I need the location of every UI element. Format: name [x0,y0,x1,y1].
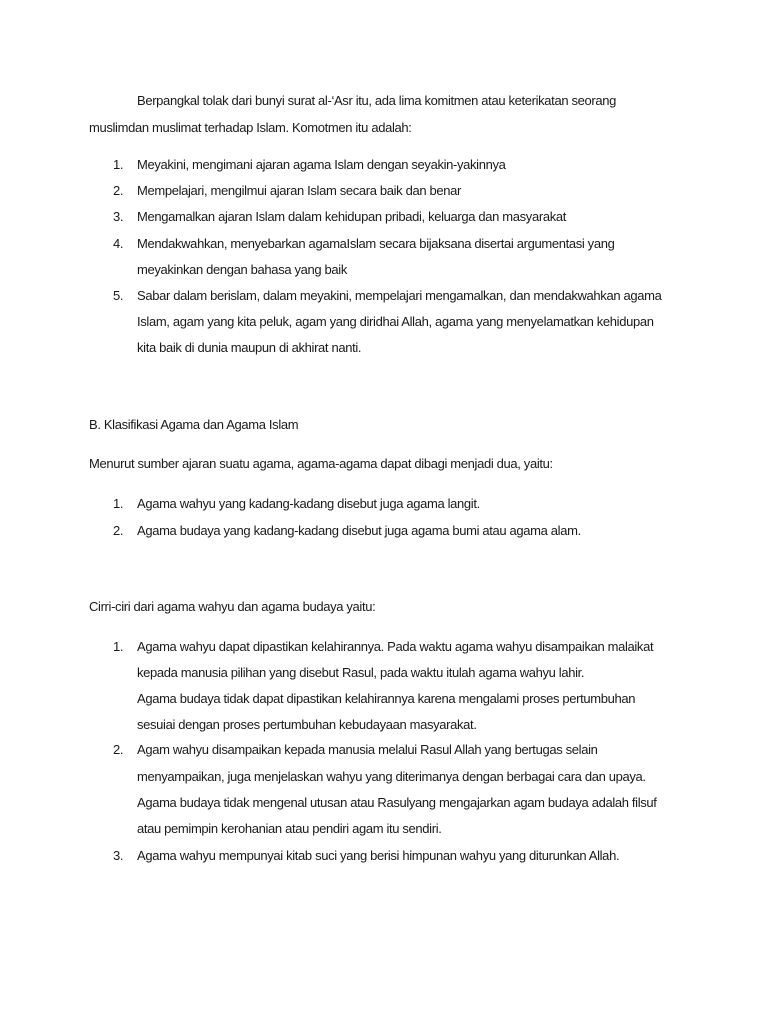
section-heading: B. Klasifikasi Agama dan Agama Islam [89,417,299,432]
list-number: 1. [113,496,124,511]
list-item-continuation: sesuiai dengan proses pertumbuhan kebudayaan masyarakat. [137,717,477,732]
list-number: 1. [113,639,124,654]
list-number: 1. [113,157,124,172]
list-number: 5. [113,288,124,303]
intro-line: Berpangkal tolak dari bunyi surat al-‘Asr itu, ada lima komitmen atau keterikatan seorang [137,93,616,108]
traits-intro: Cirri-ciri dari agama wahyu dan agama budaya yaitu: [89,599,376,614]
list-item: Agama budaya yang kadang-kadang disebut juga agama bumi atau agama alam. [137,523,581,538]
list-item: Meyakini, mengimani ajaran agama Islam dengan seyakin-yakinnya [137,157,506,172]
list-item-continuation: Agama budaya tidak mengenal utusan atau Rasulyang mengajarkan agam budaya adalah filsuf [137,795,657,810]
list-item-continuation: kepada manusia pilihan yang disebut Rasul, pada waktu itulah agama wahyu lahir. [137,665,585,680]
list-item-continuation: menyampaikan, juga menjelaskan wahyu yang diterimanya dengan berbagai cara dan upaya. [137,769,646,784]
list-item: Sabar dalam berislam, dalam meyakini, mempelajari mengamalkan, dan mendakwahkan agama [137,288,662,303]
list-item: Mengamalkan ajaran Islam dalam kehidupan pribadi, keluarga dan masyarakat [137,209,566,224]
list-item-continuation: Islam, agam yang kita peluk, agam yang diridhai Allah, agama yang menyelamatkan kehidupan [137,314,654,329]
list-item-continuation: Agama budaya tidak dapat dipastikan kelahirannya karena mengalami proses pertumbuhan [137,691,636,706]
list-item-continuation: meyakinkan dengan bahasa yang baik [137,262,347,277]
list-number: 3. [113,848,124,863]
list-item: Agama wahyu mempunyai kitab suci yang berisi himpunan wahyu yang diturunkan Allah. [137,848,620,863]
list-number: 2. [113,523,124,538]
list-item-continuation: kita baik di dunia maupun di akhirat nanti. [137,340,362,355]
intro-line: muslimdan muslimat terhadap Islam. Komotmen itu adalah: [89,120,412,135]
list-item-continuation: atau pemimpin kerohanian atau pendiri agam itu sendiri. [137,821,442,836]
list-number: 3. [113,209,124,224]
list-number: 2. [113,742,124,757]
list-number: 2. [113,183,124,198]
list-item: Agama wahyu dapat dipastikan kelahirannya. Pada waktu agama wahyu disampaikan malaikat [137,639,654,654]
list-number: 4. [113,236,124,251]
list-item: Agama wahyu yang kadang-kadang disebut juga agama langit. [137,496,480,511]
list-item: Mempelajari, mengilmui ajaran Islam secara baik dan benar [137,183,461,198]
section-intro: Menurut sumber ajaran suatu agama, agama-agama dapat dibagi menjadi dua, yaitu: [89,456,553,471]
list-item: Agam wahyu disampaikan kepada manusia melalui Rasul Allah yang bertugas selain [137,742,598,757]
list-item: Mendakwahkan, menyebarkan agamaIslam secara bijaksana disertai argumentasi yang [137,236,615,251]
